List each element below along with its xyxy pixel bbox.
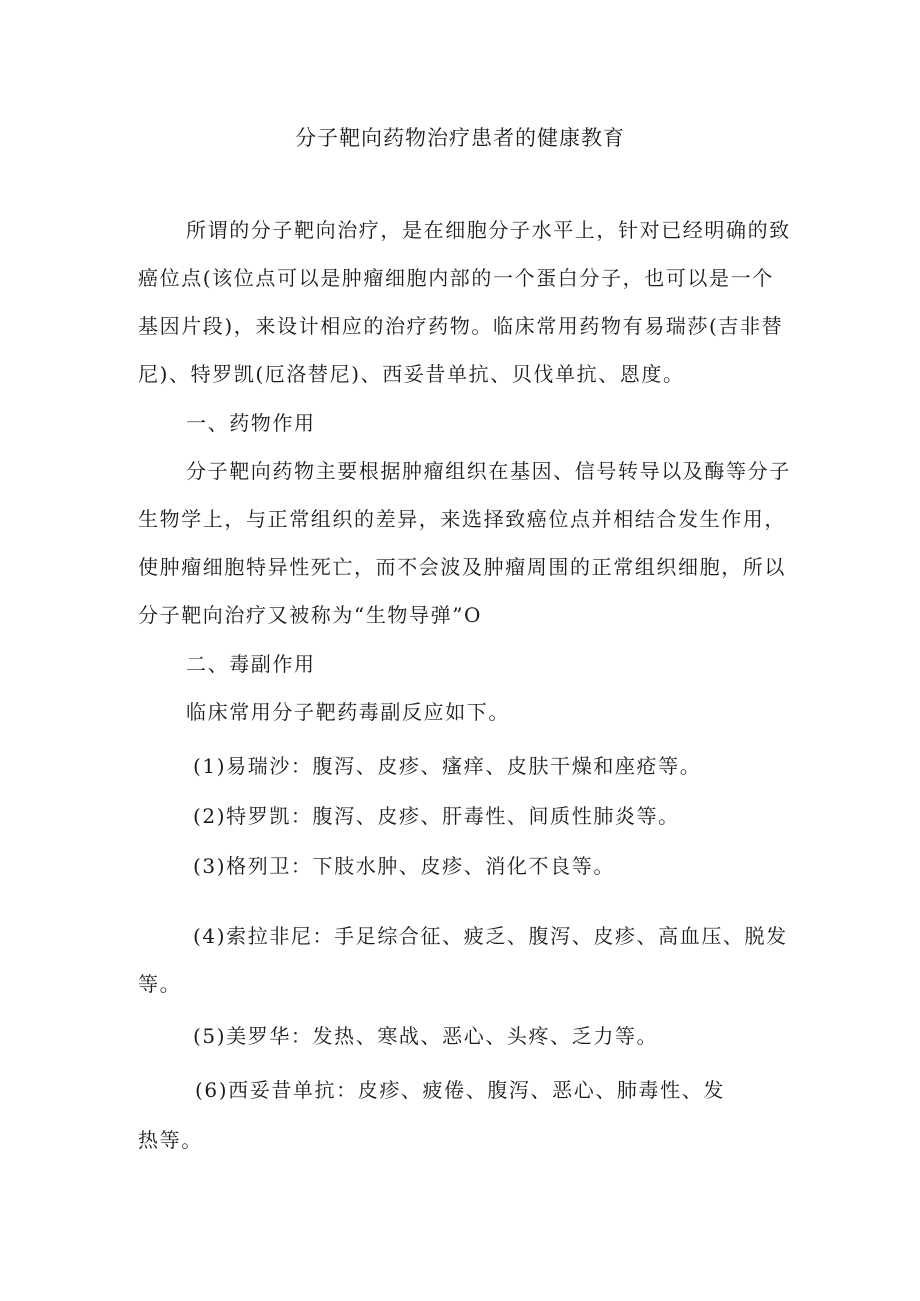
side-effect-item-3: (3)格列卫：下肢水肿、皮疹、消化不良等。 bbox=[193, 854, 615, 878]
side-effect-item-6: (6)西妥昔单抗：皮疹、疲倦、腹泻、恶心、肺毒性、发 bbox=[195, 1078, 725, 1102]
section1-line-4: 分子靶向治疗又被称为“生物导弹”O bbox=[138, 603, 483, 627]
section1-heading: 一、药物作用 bbox=[186, 411, 316, 435]
side-effect-item-2: (2)特罗凯：腹泻、皮疹、肝毒性、间质性肺炎等。 bbox=[193, 804, 680, 828]
intro-line-2: 癌位点(该位点可以是肿瘤细胞内部的一个蛋白分子，也可以是一个 bbox=[138, 266, 774, 290]
section1-line-3: 使肿瘤细胞特异性死亡，而不会波及肿瘤周围的正常组织细胞，所以 bbox=[138, 555, 786, 579]
page-title: 分子靶向药物治疗患者的健康教育 bbox=[295, 126, 625, 150]
section2-heading: 二、毒副作用 bbox=[186, 652, 316, 676]
intro-line-4: 尼)、特罗凯(厄洛替尼)、西妥昔单抗、贝伐单抗、恩度。 bbox=[138, 362, 685, 386]
section1-line-1: 分子靶向药物主要根据肿瘤组织在基因、信号转导以及酶等分子 bbox=[186, 459, 791, 483]
side-effect-item-1: (1)易瑞沙：腹泻、皮疹、瘙痒、皮肤干燥和座疮等。 bbox=[193, 754, 702, 778]
section2-intro: 临床常用分子靶药毒副反应如下。 bbox=[186, 700, 510, 724]
side-effect-item-4: (4)索拉非尼：手足综合征、疲乏、腹泻、皮疹、高血压、脱发 bbox=[193, 924, 788, 948]
side-effect-item-4-cont: 等。 bbox=[138, 972, 182, 996]
intro-line-3: 基因片段)，来设计相应的治疗药物。临床常用药物有易瑞莎(吉非替 bbox=[138, 314, 784, 338]
side-effect-item-5: (5)美罗华：发热、寒战、恶心、头疼、乏力等。 bbox=[193, 1024, 659, 1048]
side-effect-item-6-cont: 热等。 bbox=[138, 1128, 203, 1152]
intro-line-1: 所谓的分子靶向治疗，是在细胞分子水平上，针对已经明确的致 bbox=[186, 218, 791, 242]
section1-line-2: 生物学上，与正常组织的差异，来选择致癌位点并相结合发生作用， bbox=[138, 507, 786, 531]
